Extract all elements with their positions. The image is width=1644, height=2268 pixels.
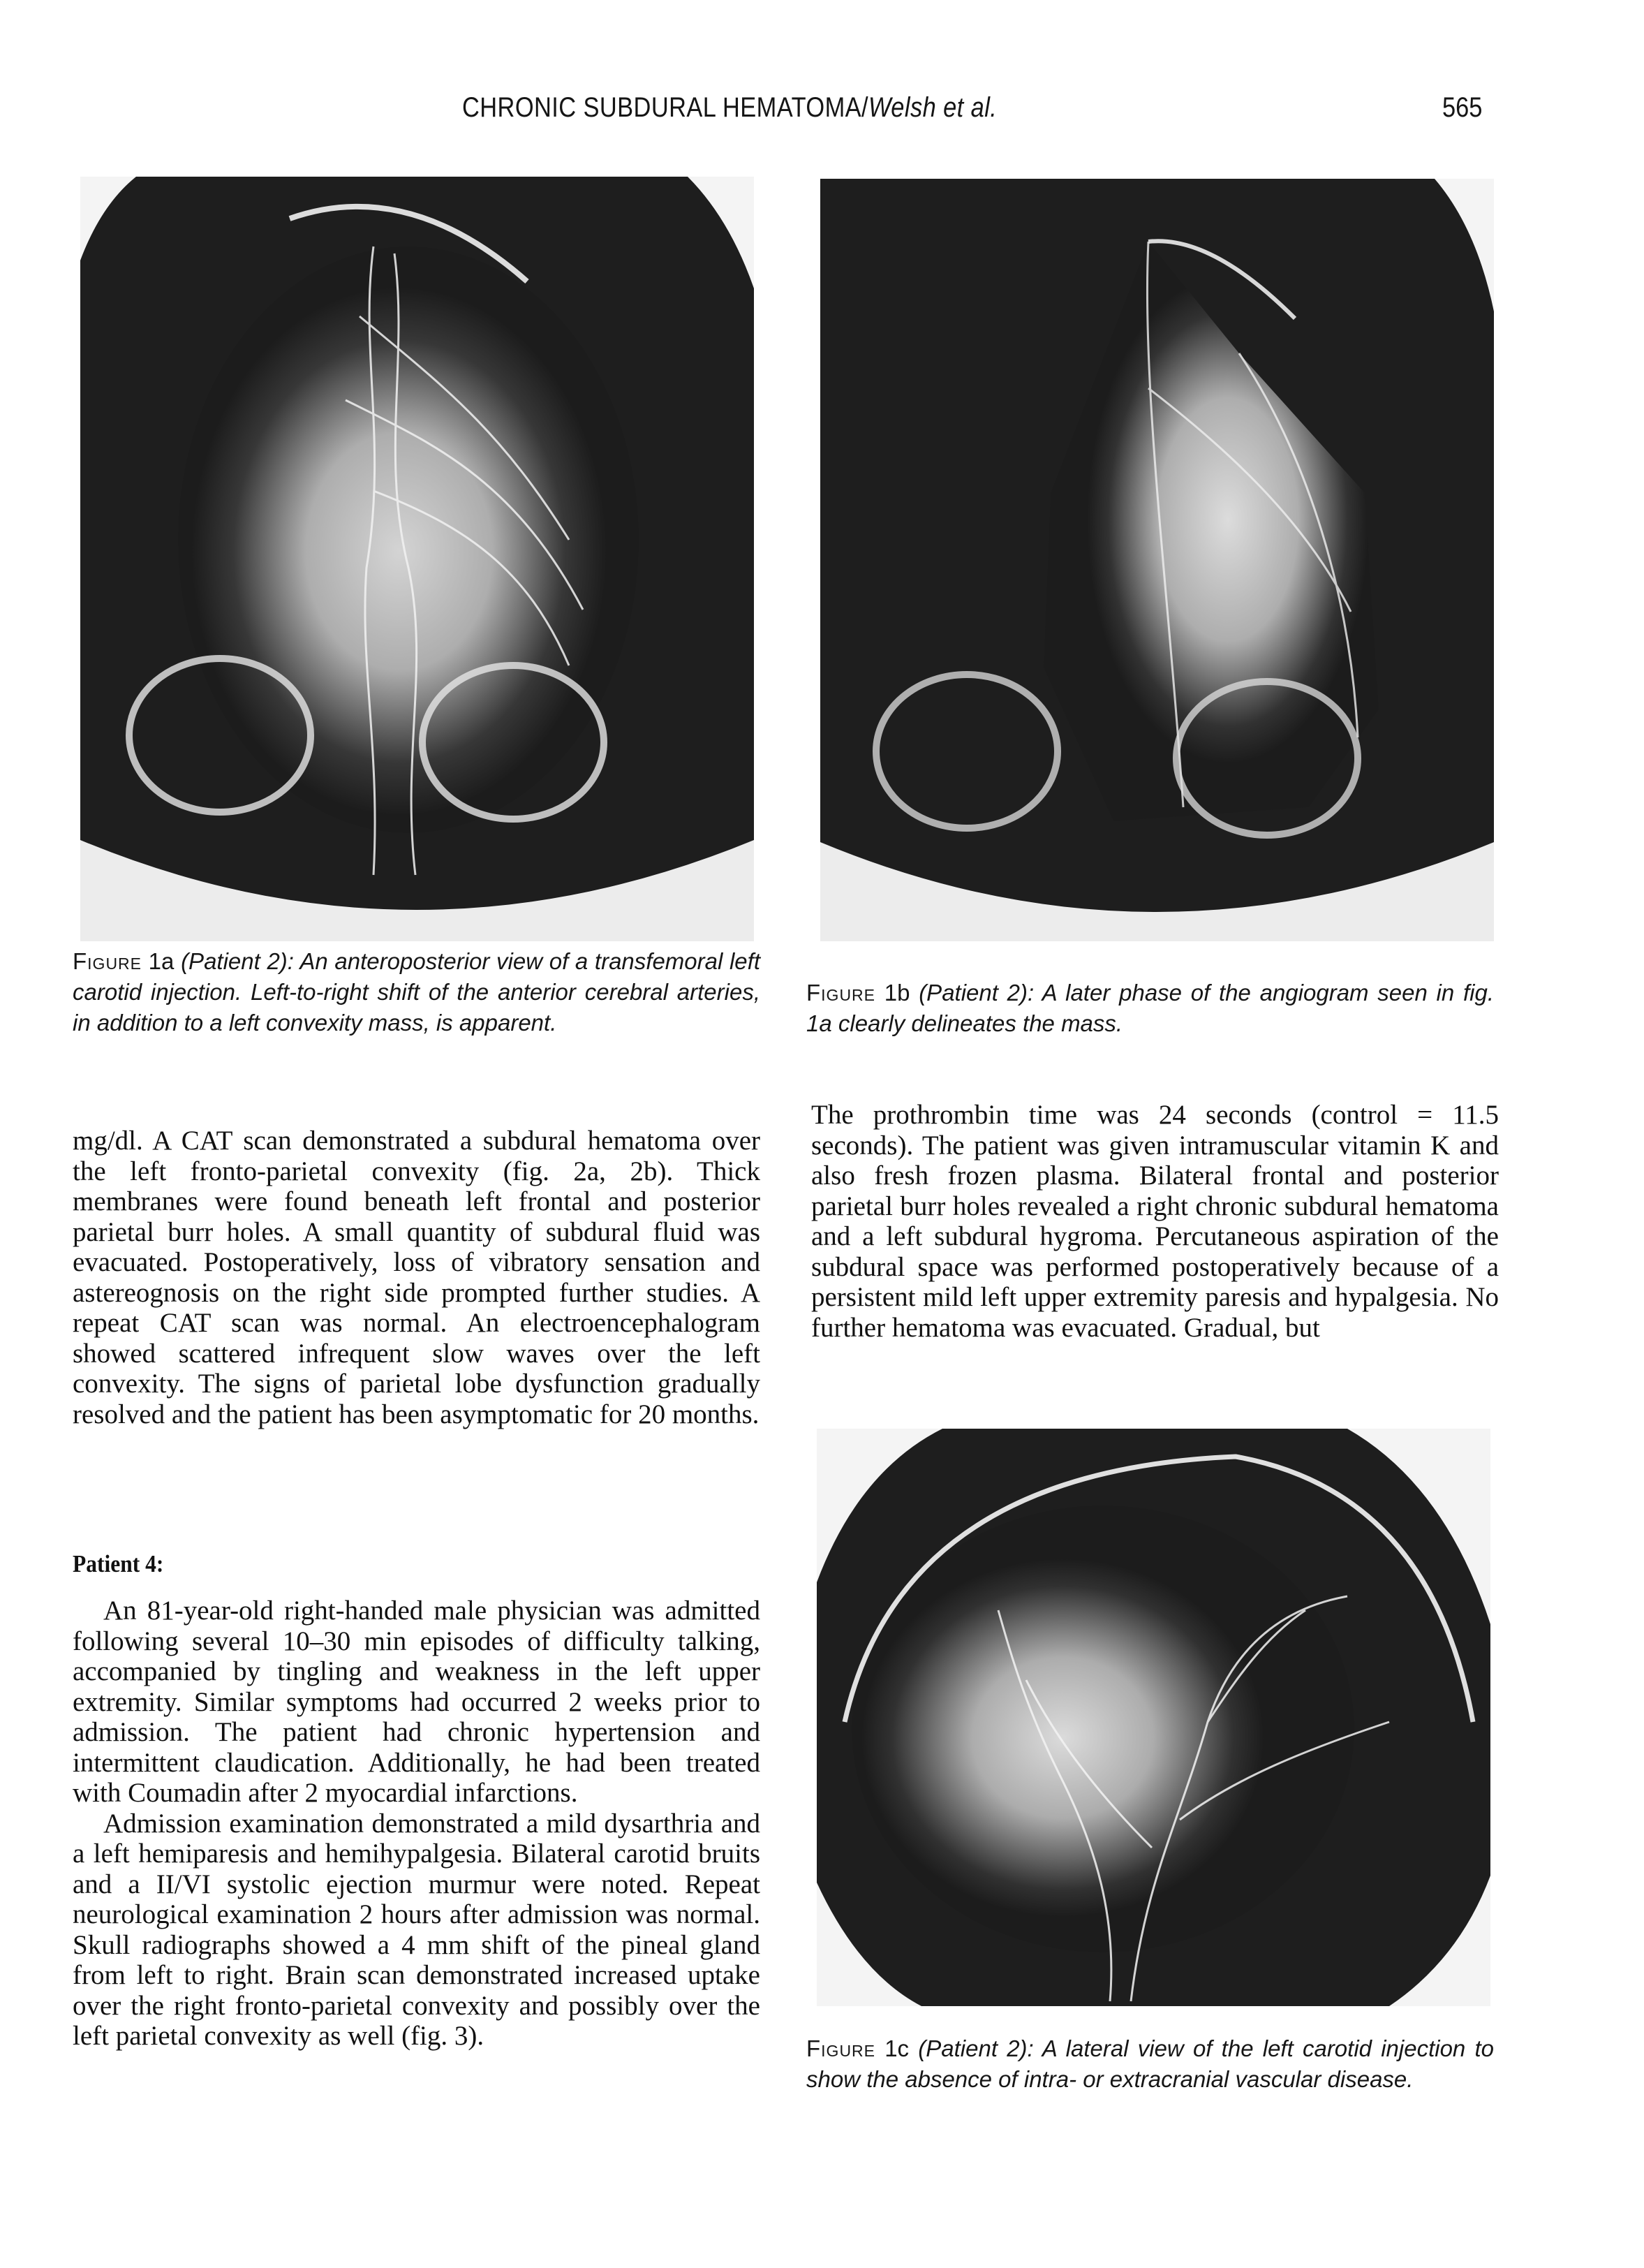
angiogram-lateral-image	[817, 1429, 1490, 2006]
figure-1a-image	[80, 177, 754, 941]
figure-caption-text: An anteroposterior view of a transfemoral left carotid injection. Left-to-right shift of the anterior cerebral arteries, in addition to a left convexity mass, is apparent.	[73, 948, 760, 1036]
figure-caption-text: A lateral view of the left carotid injection to show the absence of intra- or extracranial vascular disease.	[806, 2035, 1494, 2092]
figure-1b-image	[820, 179, 1494, 941]
section-heading-patient-4: Patient 4:	[73, 1550, 164, 1577]
body-left-column-bottom	[73, 1596, 760, 2052]
figure-label: Figure	[806, 2035, 875, 2061]
body-right-column	[811, 1100, 1499, 1343]
figure-patient: (Patient 2):	[919, 980, 1035, 1006]
figure-1b-caption	[806, 978, 1494, 1039]
running-head	[462, 92, 997, 124]
figure-1c-image	[817, 1429, 1490, 2006]
figure-patient: (Patient 2):	[918, 2035, 1034, 2061]
body-paragraph: mg/dl. A CAT scan demonstrated a subdural hematoma over the left fronto-parietal convexity (fig. 2a, 2b). Thick membranes were found beneath left frontal and posterior parietal burr holes. A small quantity of subdural fluid was evacuated. Postoperatively, loss of vibratory sensation and astereognosis on the right side prompted further studies. A repeat CAT scan was normal. An electroencephalogram showed scattered infrequent slow waves over the left convexity. The signs of parietal lobe dysfunction gradually resolved and the patient has been asymptomatic for 20 months.	[73, 1126, 760, 1429]
figure-1c-caption	[806, 2033, 1494, 2095]
angiogram-ap-image	[80, 177, 754, 941]
angiogram-later-phase-image	[820, 179, 1494, 941]
figure-number: 1c	[884, 2035, 910, 2061]
page-number: 565	[1442, 92, 1483, 123]
figure-caption-text: A later phase of the angiogram seen in fig. 1a clearly delineates the mass.	[806, 980, 1494, 1036]
figure-number: 1b	[884, 980, 910, 1006]
running-title: CHRONIC SUBDURAL HEMATOMA/	[462, 92, 869, 123]
figure-label: Figure	[73, 948, 142, 974]
figure-patient: (Patient 2):	[181, 948, 294, 974]
body-paragraph: The prothrombin time was 24 seconds (control = 11.5 seconds). The patient was given intramuscular vitamin K and also fresh frozen plasma. Bilateral frontal and posterior parietal burr holes revealed a right chronic subdural hematoma and a left subdural hygroma. Percutaneous aspiration of the subdural space was performed postoperatively because of a persistent mild left upper extremity paresis and hypalgesia. No further hematoma was evacuated. Gradual, but	[811, 1100, 1499, 1343]
figure-number: 1a	[148, 948, 175, 974]
body-left-column-top	[73, 1126, 760, 1429]
figure-label: Figure	[806, 980, 875, 1006]
body-paragraph: An 81-year-old right-handed male physician was admitted following several 10–30 min episodes of difficulty talking, accompanied by tingling and weakness in the left upper extremity. Similar symptoms had occurred 2 weeks prior to admission. The patient had chronic hypertension and intermittent claudication. Additionally, he had been treated with Coumadin after 2 myocardial infarctions.	[73, 1596, 760, 1808]
body-paragraph: Admission examination demonstrated a mild dysarthria and a left hemiparesis and hemihypalgesia. Bilateral carotid bruits and a II/VI systolic ejection murmur were noted. Repeat neurological examination 2 hours after admission was normal. Skull radiographs showed a 4 mm shift of the pineal gland from left to right. Brain scan demonstrated increased uptake over the right fronto-parietal convexity and possibly over the left parietal convexity as well (fig. 3).	[73, 1808, 760, 2051]
running-author: Welsh et al.	[868, 92, 998, 123]
figure-1a-caption	[73, 946, 760, 1038]
